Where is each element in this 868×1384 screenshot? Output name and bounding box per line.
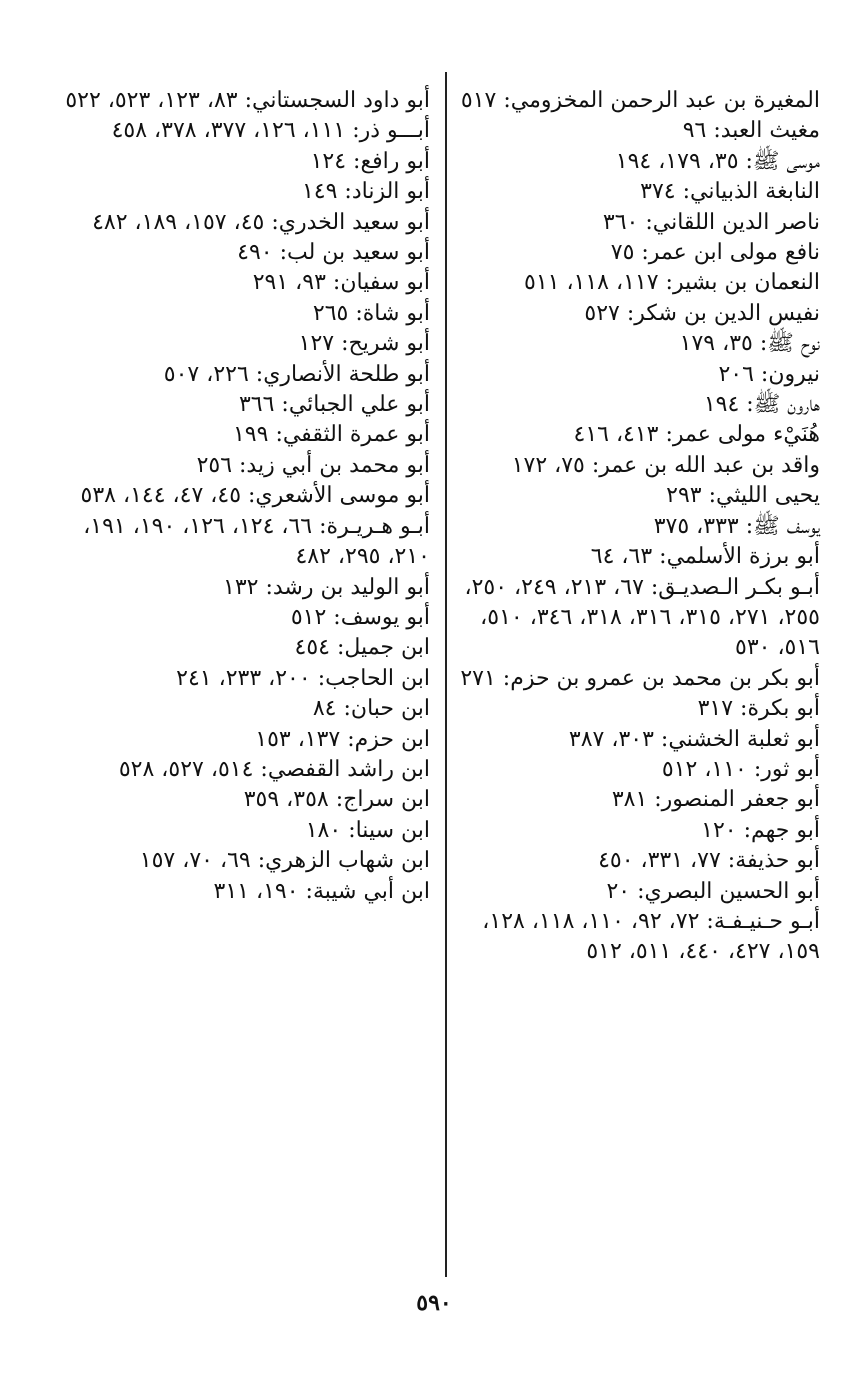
entry-pages: ١٩٤ bbox=[703, 392, 740, 418]
entry-name: أبو سفيان: bbox=[332, 270, 430, 296]
index-entry bbox=[58, 481, 430, 511]
entry-pages: ٣٥، ١٧٩، ١٩٤ bbox=[615, 148, 739, 174]
entry-pages: ٣٥٨، ٣٥٩ bbox=[243, 787, 329, 813]
entry-pages: ٢٥٦ bbox=[196, 452, 233, 478]
entry-name: أبو محمد بن أبي زيد: bbox=[239, 452, 430, 478]
index-entry bbox=[448, 238, 820, 268]
entry-name: ابن سينا: bbox=[348, 817, 430, 843]
entry-name: أبو حذيفة: bbox=[727, 848, 820, 874]
index-entry bbox=[448, 390, 820, 420]
entry-name: نوح ﷺ: bbox=[759, 331, 820, 357]
entry-pages: ١١١، ١٢٦، ٣٧٧، ٣٧٨، ٤٥٨ bbox=[111, 118, 346, 144]
entry-pages: ٣٨١ bbox=[611, 787, 648, 813]
index-entry bbox=[58, 785, 430, 815]
entry-pages: ٣١٧ bbox=[697, 696, 734, 722]
index-entry bbox=[58, 208, 430, 238]
entry-pages: ٥٢٧ bbox=[584, 300, 620, 326]
index-entry bbox=[448, 451, 820, 481]
index-entry bbox=[448, 877, 820, 907]
index-page bbox=[60, 72, 820, 1272]
entry-pages: ٢٠٦ bbox=[718, 361, 754, 387]
index-entry bbox=[448, 785, 820, 815]
entry-name: أبو داود السجستاني: bbox=[244, 88, 430, 113]
entry-name: أبو علي الجبائي: bbox=[281, 392, 430, 418]
entry-pages: ١٢٤ bbox=[310, 148, 347, 174]
entry-pages: ٢٦٥ bbox=[312, 300, 349, 326]
index-entry bbox=[58, 86, 430, 116]
index-entry bbox=[58, 816, 430, 846]
entry-pages: ٨٤ bbox=[312, 696, 337, 722]
entry-name: ابن الحاجب: bbox=[317, 665, 430, 691]
index-entry bbox=[448, 299, 820, 329]
entry-pages: ٤٩٠ bbox=[237, 240, 273, 266]
entry-pages: ١٩٩ bbox=[232, 422, 269, 448]
index-entry bbox=[448, 846, 820, 876]
index-entry bbox=[58, 846, 430, 876]
entry-name: ناصر الدين اللقاني: bbox=[645, 209, 820, 235]
entry-name: أبـو بكـر الـصديـق: bbox=[650, 574, 820, 600]
entry-pages: ٤٥، ١٥٧، ١٨٩، ٤٨٢ bbox=[92, 209, 265, 235]
index-entry bbox=[448, 420, 820, 450]
entry-name: أبو جهم: bbox=[743, 817, 820, 843]
index-entry bbox=[58, 633, 430, 663]
entry-name: النعمان بن بشير: bbox=[665, 270, 820, 296]
page-number: ٥٩٠ bbox=[416, 1290, 452, 1316]
index-entry bbox=[448, 542, 820, 572]
index-entry bbox=[58, 877, 430, 907]
index-entry bbox=[58, 390, 430, 420]
entry-pages: ٣٥، ١٧٩ bbox=[679, 331, 753, 357]
entry-pages: ٩٦ bbox=[682, 118, 707, 144]
index-entry bbox=[448, 360, 820, 390]
index-column-left bbox=[58, 86, 430, 907]
index-entry bbox=[58, 664, 430, 694]
entry-pages: ٣٣٣، ٣٧٥ bbox=[653, 513, 739, 539]
entry-pages: ١٣٧، ١٥٣ bbox=[255, 726, 341, 752]
entry-pages: ١٣٢ bbox=[223, 574, 259, 600]
index-entry bbox=[58, 573, 430, 603]
entry-name: ابن شهاب الزهري: bbox=[257, 848, 430, 874]
index-entry bbox=[448, 755, 820, 785]
entry-name: مغيث العبد: bbox=[713, 118, 820, 144]
entry-pages: ٨٣، ١٢٣، ٥٢٣، ٥٢٢ bbox=[65, 88, 238, 113]
entry-pages: ٦٣، ٦٤ bbox=[590, 544, 653, 570]
entry-pages: ٣٠٣، ٣٨٧ bbox=[568, 726, 654, 752]
entry-name: نفيس الدين بن شكر: bbox=[626, 300, 820, 326]
entry-name: أبو الزناد: bbox=[344, 179, 430, 205]
index-entry bbox=[58, 420, 430, 450]
entry-pages: ٦٦، ١٢٤، ١٢٦، ١٩٠، ١٩١، ٢١٠، ٢٩٥، ٤٨٢ bbox=[83, 513, 430, 570]
entry-name: ابن جميل: bbox=[336, 635, 430, 661]
index-entry bbox=[448, 512, 820, 542]
index-entry bbox=[448, 694, 820, 724]
index-entry bbox=[448, 725, 820, 755]
entry-name: ابن سراج: bbox=[335, 787, 430, 813]
index-entry bbox=[448, 116, 820, 146]
entry-pages: ٧٢، ٩٢، ١١٠، ١١٨، ١٢٨، ١٥٩، ٤٢٧، ٤٤٠، ٥١١، ٥١٢ bbox=[482, 908, 820, 965]
entry-pages: ١١٠، ٥١٢ bbox=[661, 756, 747, 782]
index-entry bbox=[58, 116, 430, 146]
entry-pages: ١٢٠ bbox=[701, 817, 737, 843]
entry-pages: ٧٥ bbox=[610, 240, 635, 266]
index-entry bbox=[448, 664, 820, 694]
entry-pages: ٢٠ bbox=[606, 878, 631, 904]
entry-pages: ٥١٢ bbox=[290, 604, 327, 630]
entry-name: ابن راشد القفصي: bbox=[260, 756, 430, 782]
index-entry bbox=[58, 451, 430, 481]
index-entry bbox=[58, 238, 430, 268]
entry-pages: ١٨٠ bbox=[305, 817, 342, 843]
index-entry bbox=[58, 512, 430, 573]
entry-pages: ٣٦٠ bbox=[602, 209, 639, 235]
index-column-right bbox=[448, 86, 820, 968]
entry-pages: ١١٧، ١١٨، ٥١١ bbox=[524, 270, 659, 296]
entry-name: أبو بكرة: bbox=[740, 696, 820, 722]
column-divider bbox=[445, 72, 447, 1277]
entry-pages: ٢٠٠، ٢٣٣، ٢٤١ bbox=[176, 665, 311, 691]
entry-name: المغيرة بن عبد الرحمن المخزومي: bbox=[503, 88, 820, 113]
entry-name: أبو بكر بن محمد بن عمرو بن حزم: bbox=[502, 665, 820, 691]
entry-pages: ٢٢٦، ٥٠٧ bbox=[163, 361, 249, 387]
entry-pages: ٢٧١ bbox=[460, 665, 496, 691]
entry-name: هُنَيْء مولى عمر: bbox=[665, 422, 820, 448]
entry-pages: ٩٣، ٢٩١ bbox=[252, 270, 326, 296]
entry-name: نافع مولى ابن عمر: bbox=[641, 240, 820, 266]
entry-pages: ١٩٠، ٣١١ bbox=[213, 878, 299, 904]
entry-name: أبو عمرة الثقفي: bbox=[275, 422, 430, 448]
index-entry bbox=[448, 481, 820, 511]
entry-name: ابن حزم: bbox=[347, 726, 430, 752]
entry-name: أبو يوسف: bbox=[333, 604, 430, 630]
entry-name: أبو الوليد بن رشد: bbox=[265, 574, 430, 600]
index-entry bbox=[58, 299, 430, 329]
entry-name: النابغة الذبياني: bbox=[682, 179, 820, 205]
entry-name: ابن حبان: bbox=[343, 696, 430, 722]
entry-name: أبو رافع: bbox=[353, 148, 430, 174]
entry-name: أبو شريح: bbox=[341, 331, 430, 357]
entry-name: أبو سعيد الخدري: bbox=[271, 209, 430, 235]
entry-name: أبو الحسين البصري: bbox=[637, 878, 820, 904]
entry-name: واقد بن عبد الله بن عمر: bbox=[591, 452, 820, 478]
index-entry bbox=[448, 573, 820, 664]
entry-pages: ٥١٧ bbox=[460, 88, 497, 113]
entry-name: أبـو هـريـرة: bbox=[319, 513, 430, 539]
index-entry bbox=[58, 329, 430, 359]
index-entry bbox=[58, 147, 430, 177]
entry-name: ابن أبي شيبة: bbox=[305, 878, 430, 904]
entry-pages: ١٤٩ bbox=[301, 179, 338, 205]
entry-name: أبو سعيد بن لب: bbox=[279, 240, 430, 266]
entry-name: يوسف ﷺ: bbox=[745, 513, 820, 539]
entry-name: أبو شاة: bbox=[355, 300, 430, 326]
index-entry bbox=[58, 360, 430, 390]
entry-pages: ٦٧، ٢١٣، ٢٤٩، ٢٥٠، ٢٥٥، ٢٧١، ٣١٥، ٣١٦، ٣١٨، ٣٤٦، ٥١٠، ٥١٦، ٥٣٠ bbox=[464, 574, 820, 661]
entry-name: أبو طلحة الأنصاري: bbox=[255, 361, 430, 387]
index-entry bbox=[58, 268, 430, 298]
entry-name: أبو جعفر المنصور: bbox=[654, 787, 820, 813]
entry-name: نيرون: bbox=[760, 361, 820, 387]
index-entry bbox=[448, 208, 820, 238]
index-entry bbox=[448, 329, 820, 359]
entry-name: أبو ثور: bbox=[753, 756, 820, 782]
index-entry bbox=[58, 755, 430, 785]
entry-pages: ٦٩، ٧٠، ١٥٧ bbox=[139, 848, 251, 874]
entry-pages: ٥١٤، ٥٢٧، ٥٢٨ bbox=[118, 756, 254, 782]
entry-name: موسى ﷺ: bbox=[745, 148, 820, 174]
entry-pages: ٧٥، ١٧٢ bbox=[511, 452, 585, 478]
index-entry bbox=[448, 177, 820, 207]
entry-pages: ٧٧، ٣٣١، ٤٥٠ bbox=[598, 848, 721, 874]
entry-pages: ٣٧٤ bbox=[640, 179, 676, 205]
entry-pages: ٤١٣، ٤١٦ bbox=[573, 422, 659, 448]
index-entry bbox=[448, 86, 820, 116]
index-entry bbox=[58, 177, 430, 207]
index-entry bbox=[448, 268, 820, 298]
entry-name: أبو موسى الأشعري: bbox=[248, 483, 430, 509]
index-entry bbox=[448, 816, 820, 846]
index-entry bbox=[58, 725, 430, 755]
entry-pages: ٢٩٣ bbox=[666, 483, 702, 509]
entry-name: أبـــو ذر: bbox=[352, 118, 430, 144]
entry-name: أبـو حـنيـفـة: bbox=[706, 908, 820, 934]
entry-pages: ٤٥٤ bbox=[294, 635, 330, 661]
index-entry bbox=[448, 907, 820, 968]
entry-name: أبو برزة الأسلمي: bbox=[659, 544, 820, 570]
entry-pages: ٣٦٦ bbox=[238, 392, 275, 418]
entry-pages: ٤٥، ٤٧، ١٤٤، ٥٣٨ bbox=[80, 483, 242, 509]
index-entry bbox=[58, 603, 430, 633]
entry-name: هارون ﷺ: bbox=[746, 392, 820, 418]
entry-name: يحيى الليثي: bbox=[708, 483, 820, 509]
index-entry bbox=[448, 147, 820, 177]
index-entry bbox=[58, 694, 430, 724]
entry-pages: ١٢٧ bbox=[298, 331, 335, 357]
entry-name: أبو ثعلبة الخشني: bbox=[660, 726, 820, 752]
